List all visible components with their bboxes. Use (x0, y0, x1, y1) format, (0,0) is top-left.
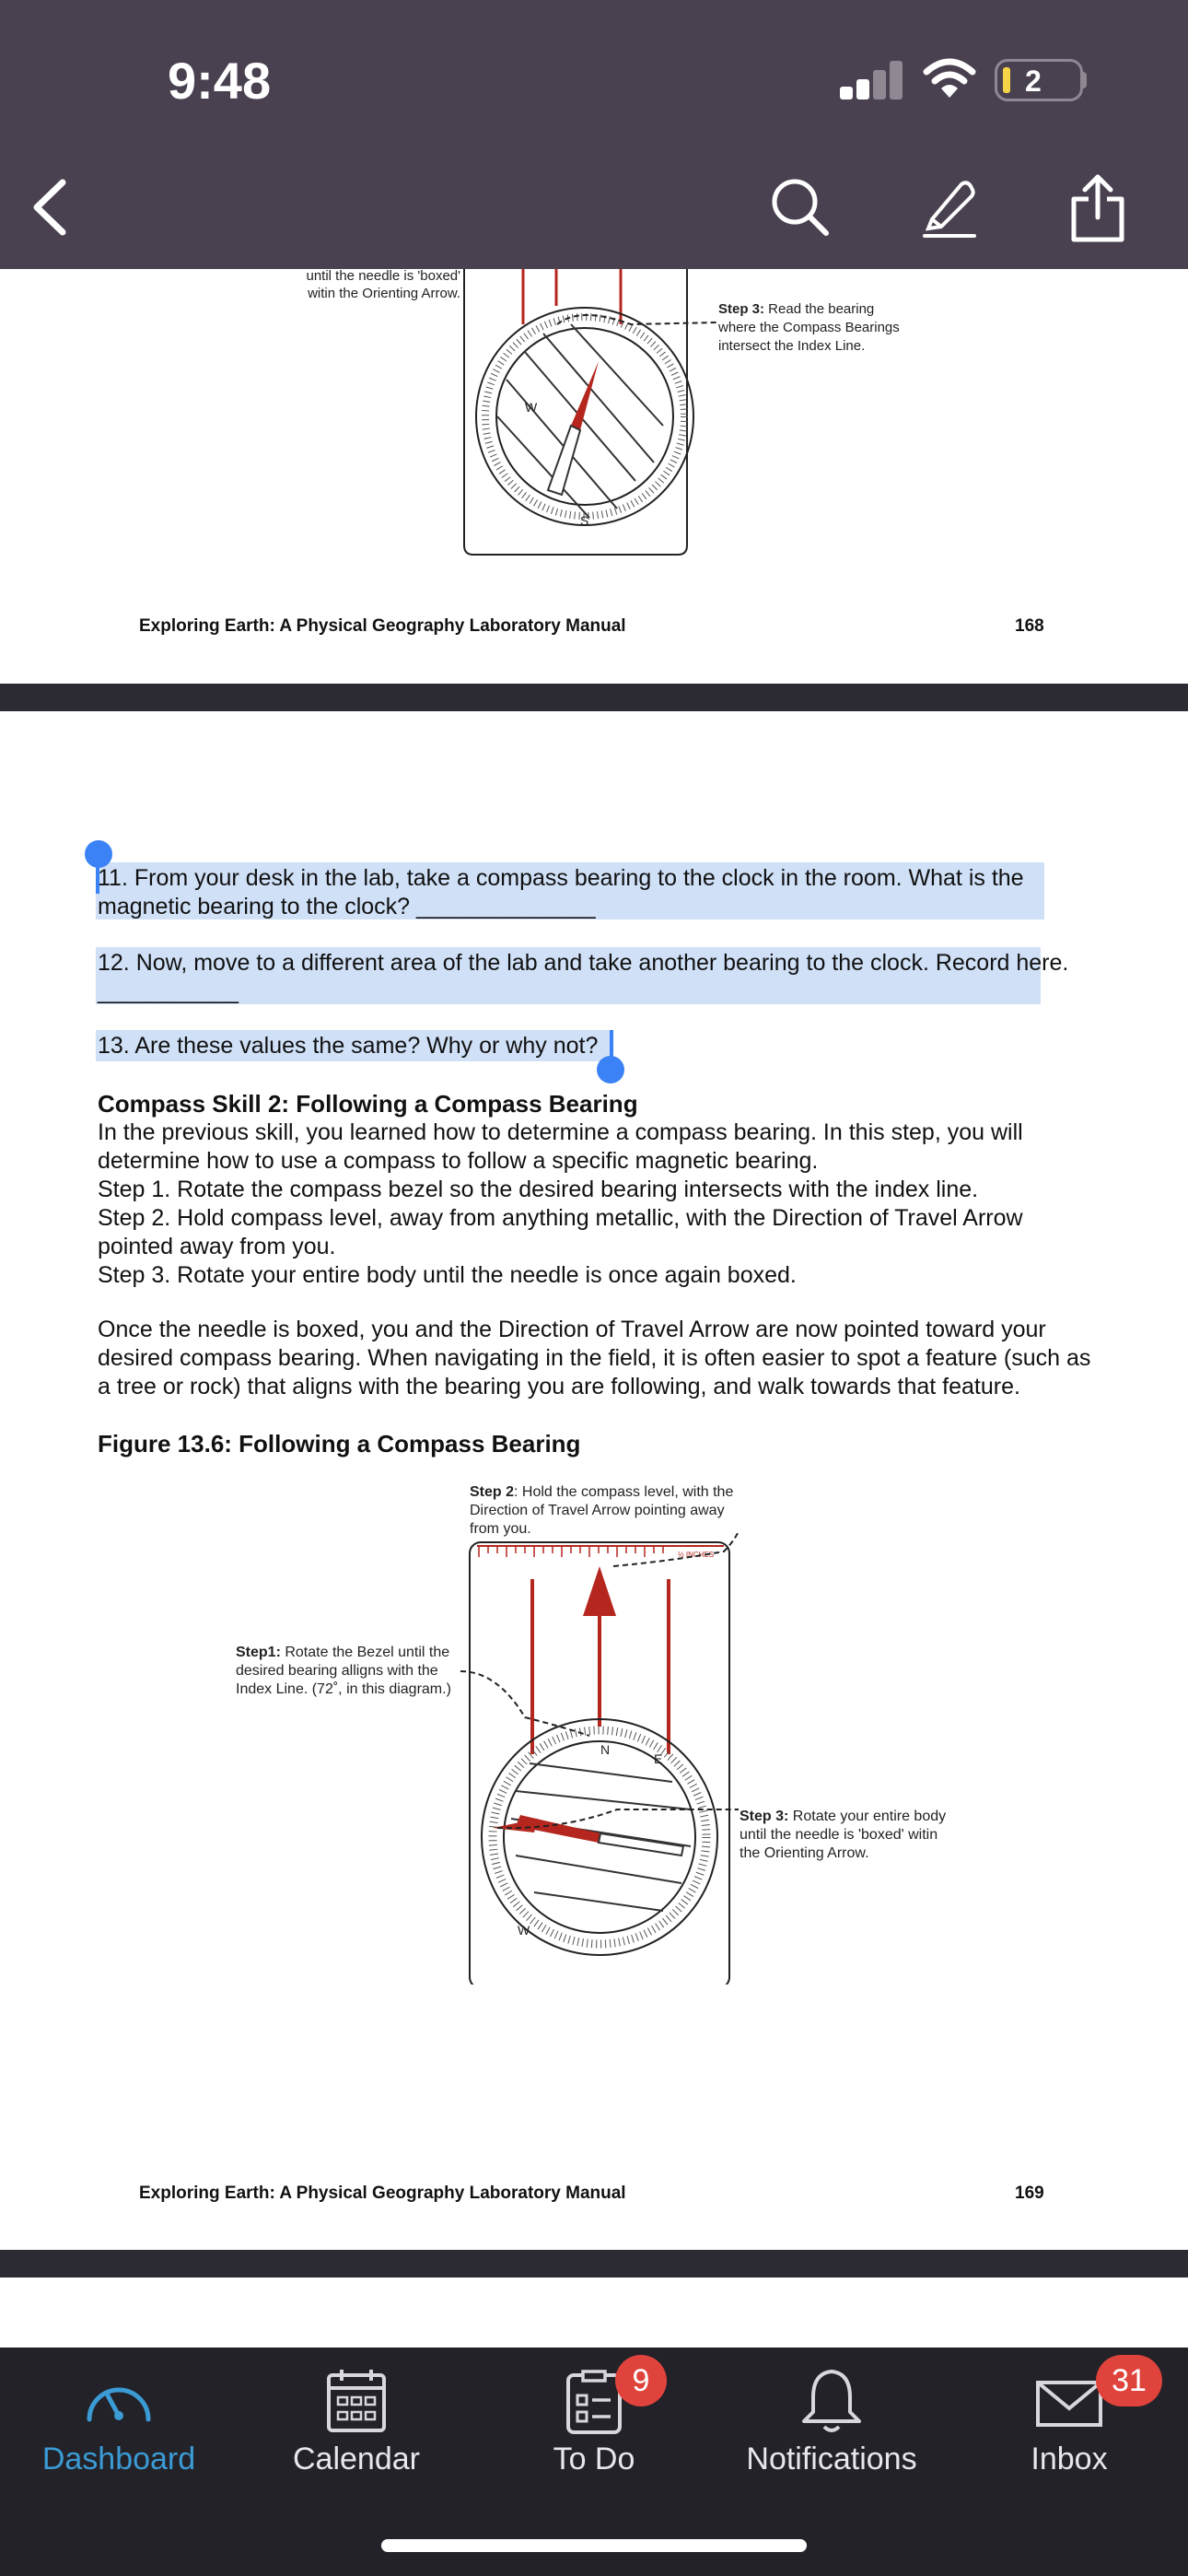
tab-label-calendar: Calendar (293, 2441, 420, 2476)
page-168-footer: Exploring Earth: A Physical Geography Laboratory Manual (139, 616, 626, 636)
section-intro: In the previous skill, you learned how to determine a compass bearing. In this step, you will determine how to use a compass to follow a specific magnetic bearing. (98, 1119, 1023, 1174)
page-gap (0, 684, 1188, 711)
step3-note (718, 300, 939, 356)
page-169 (0, 711, 1188, 2250)
explanation-paragraph: Once the needle is boxed, you and the Direction of Travel Arrow are now pointed toward your desired compass bearing. When navigating in the field, it is often easier to spot a feature (such as a tree or rock) that aligns with the bearing you are following, and walk towards that feature. (98, 1317, 1091, 1399)
svg-text:W: W (525, 400, 538, 415)
question-13: 13. Are these values the same? Why or why not? (98, 1033, 599, 1059)
tab-label-dashboard: Dashboard (41, 2441, 196, 2476)
figure-step2-text: : Hold the compass level, with the Direction of Travel Arrow pointing away from you. (470, 1484, 734, 1537)
tab-label-todo: To Do (553, 2441, 635, 2476)
figure-title: Figure 13.6: Following a Compass Bearing (98, 1430, 581, 1458)
figure-step3-caption (740, 1808, 961, 1863)
back-button[interactable] (26, 177, 77, 238)
status-time: 9:48 (168, 52, 272, 110)
step3-label: Step 3: (718, 301, 765, 317)
figure-step3-text: Rotate your entire body until the needle is 'boxed' witin the Orienting Arrow. (740, 1809, 947, 1861)
page-168-number: 168 (1015, 616, 1044, 636)
step-note-left: until the needle is 'boxed' witin the Orienting Arrow. (306, 268, 460, 301)
tab-label-notifications: Notifications (746, 2441, 917, 2476)
svg-text:W: W (518, 1923, 530, 1938)
bell-icon (795, 2368, 868, 2434)
ruler-unit-label: ½ INCHES (678, 1551, 715, 1559)
search-button[interactable] (770, 177, 831, 238)
tab-notifications[interactable] (713, 2348, 950, 2513)
figure-step1-text: Rotate the Bezel until the desired bearing alligns with the Index Line. (72˚, in this diagram.) (236, 1645, 451, 1697)
step3-text: Read the bearing where the Compass Bearings intersect the Index Line. (718, 301, 900, 354)
section-title: Compass Skill 2: Following a Compass Bearing (98, 1090, 638, 1118)
question-12: 12. Now, move to a different area of the lab and take another bearing to the clock. Record here. ___________ (98, 950, 1069, 1004)
tab-calendar[interactable] (238, 2348, 475, 2513)
page-170-top (0, 2277, 1188, 2348)
battery-level (1003, 67, 1010, 93)
page-gap-2 (0, 2250, 1188, 2277)
step-3: Step 3. Rotate your entire body until the needle is once again boxed. (98, 1262, 797, 1288)
svg-text:E: E (654, 1751, 663, 1766)
battery-nub (1081, 72, 1087, 88)
svg-text:N: N (600, 1742, 611, 1757)
page-169-number: 169 (1015, 2184, 1044, 2203)
figure-step3-label: Step 3: (740, 1809, 789, 1824)
compass-diagram-bearing (442, 269, 718, 562)
question-11: 11. From your desk in the lab, take a compass bearing to the clock in the room. What is the magnetic bearing to the clock? ______________ (98, 865, 1024, 919)
wifi-icon (923, 57, 976, 100)
cellular-signal-icon (840, 61, 901, 100)
step-2: Step 2. Hold compass level, away from anything metallic, with the Direction of Travel Arrow pointed away from you. (98, 1205, 1023, 1259)
dashboard-icon (82, 2368, 156, 2434)
todo-badge: 9 (615, 2355, 667, 2406)
compass-diagram-following (460, 1533, 764, 1985)
page-169-footer: Exploring Earth: A Physical Geography Laboratory Manual (139, 2184, 626, 2203)
tab-dashboard[interactable] (0, 2348, 238, 2513)
figure-step2-caption (470, 1483, 737, 1539)
tab-label-inbox: Inbox (1031, 2441, 1108, 2476)
figure-step1-caption (236, 1644, 462, 1699)
inbox-icon (1032, 2368, 1106, 2434)
share-button[interactable] (1068, 171, 1127, 243)
home-indicator (381, 2539, 807, 2552)
tab-todo[interactable] (475, 2348, 713, 2513)
figure-step2-label: Step 2 (470, 1484, 515, 1500)
battery-indicator (995, 59, 1083, 101)
step-1: Step 1. Rotate the compass bezel so the desired bearing intersects with the index line. (98, 1177, 979, 1202)
svg-text:S: S (580, 513, 589, 528)
top-toolbar (0, 0, 1188, 269)
markup-button[interactable] (919, 175, 980, 240)
calendar-icon (320, 2368, 393, 2434)
figure-step1-label: Step1: (236, 1645, 281, 1660)
battery-text: 2 (1025, 64, 1042, 98)
inbox-badge: 31 (1096, 2355, 1162, 2406)
